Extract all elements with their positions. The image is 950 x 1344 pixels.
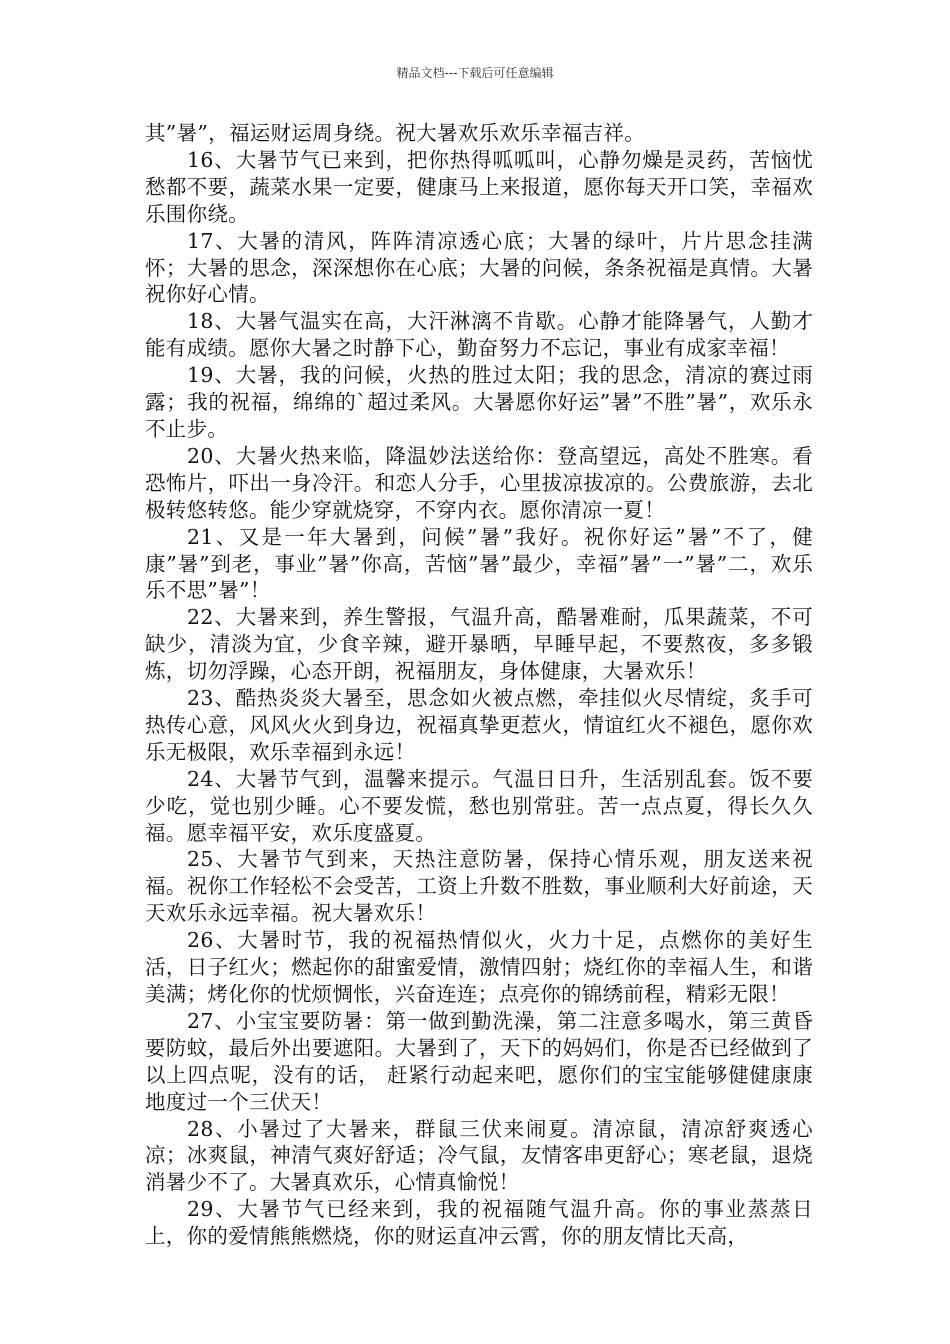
document-body bbox=[145, 120, 813, 1250]
paragraph: 16、大暑节气已来到，把你热得呱呱叫，心静勿燥是灵药，苦恼忧愁都不要，蔬菜水果一定要，健康马上来报道，愿你每天开口笑，幸福欢乐围你绕。 bbox=[145, 147, 813, 226]
paragraph: 23、酷热炎炎大暑至，思念如火被点燃，牵挂似火尽情绽，炙手可热传心意，风风火火到身边，祝福真挚更惹火，情谊红火不褪色，愿你欢乐无极限，欢乐幸福到永远！ bbox=[145, 686, 813, 764]
paragraph: 18、大暑气温实在高，大汗淋漓不肯歇。心静才能降暑气，人勤才能有成绩。愿你大暑之时静下心，勤奋努力不忘记，事业有成家幸福！ bbox=[145, 309, 813, 361]
paragraph: 其”暑”，福运财运周身绕。祝大暑欢乐欢乐幸福吉祥。 bbox=[145, 121, 645, 145]
paragraph: 19、大暑，我的问候，火热的胜过太阳；我的思念，清凉的赛过雨露；我的祝福，绵绵的`超过柔风。大暑愿你好运”暑”不胜”暑”，欢乐永不止步。 bbox=[145, 363, 813, 441]
paragraph: 26、大暑时节，我的祝福热情似火，火力十足，点燃你的美好生活，日子红火；燃起你的甜蜜爱情，激情四射；烧红你的幸福人生，和谐美满；烤化你的忧烦惆怅，兴奋连连；点亮你的锦绣前程，精彩无限！ bbox=[145, 928, 813, 1006]
paragraph: 25、大暑节气到来，天热注意防暑，保持心情乐观，朋友送来祝福。祝你工作轻松不会受苦，工资上升数不胜数，事业顺利大好前途，天天欢乐永远幸福。祝大暑欢乐！ bbox=[145, 847, 813, 926]
paragraph: 22、大暑来到，养生警报，气温升高，酷暑难耐，瓜果蔬菜，不可缺少，清淡为宜，少食辛辣，避开暴晒，早睡早起，不要熬夜，多多锻炼，切勿浮躁，心态开朗，祝福朋友，身体健康，大暑欢乐！ bbox=[145, 605, 813, 684]
paragraph: 24、大暑节气到，温馨来提示。气温日日升，生活别乱套。饭不要少吃，觉也别少睡。心不要发慌，愁也别常驻。苦一点点夏，得长久久福。愿幸福平安，欢乐度盛夏。 bbox=[145, 766, 813, 845]
paragraph: 29、大暑节气已经来到，我的祝福随气温升高。你的事业蒸蒸日上，你的爱情熊熊燃烧，你的财运直冲云霄，你的朋友情比天高， bbox=[145, 1197, 813, 1249]
paragraph: 17、大暑的清风，阵阵清凉透心底；大暑的绿叶，片片思念挂满怀；大暑的思念，深深想你在心底；大暑的问候，条条祝福是真情。大暑祝你好心情。 bbox=[145, 228, 813, 307]
paragraph: 27、小宝宝要防暑：第一做到勤洗澡，第二注意多喝水，第三黄昏要防蚊，最后外出要遮阳。大暑到了，天下的妈妈们，你是否已经做到了以上四点呢，没有的话， 赶紧行动起来吧，愿你们的宝宝能够健健康康地度过一个三伏天！ bbox=[145, 1008, 813, 1114]
paragraph: 20、大暑火热来临，降温妙法送给你：登高望远，高处不胜寒。看恐怖片，吓出一身冷汗。和恋人分手，心里拔凉拔凉的。公费旅游，去北极转悠转悠。能少穿就烧穿，不穿内衣。愿你清凉一夏！ bbox=[145, 443, 813, 522]
paragraph: 28、小暑过了大暑来，群鼠三伏来闹夏。清凉鼠，清凉舒爽透心凉；冰爽鼠，神清气爽好舒适；冷气鼠，友情客串更舒心；寒老鼠，退烧消暑少不了。大暑真欢乐，心情真愉悦！ bbox=[145, 1116, 813, 1195]
paragraph: 21、又是一年大暑到，问候”暑”我好。祝你好运”暑”不了，健康”暑”到老，事业”暑”你高，苦恼”暑”最少，幸福”暑”一”暑”二，欢乐乐不思”暑”！ bbox=[145, 524, 813, 603]
page-header: 精品文档---下载后可任意编辑 bbox=[396, 66, 554, 80]
